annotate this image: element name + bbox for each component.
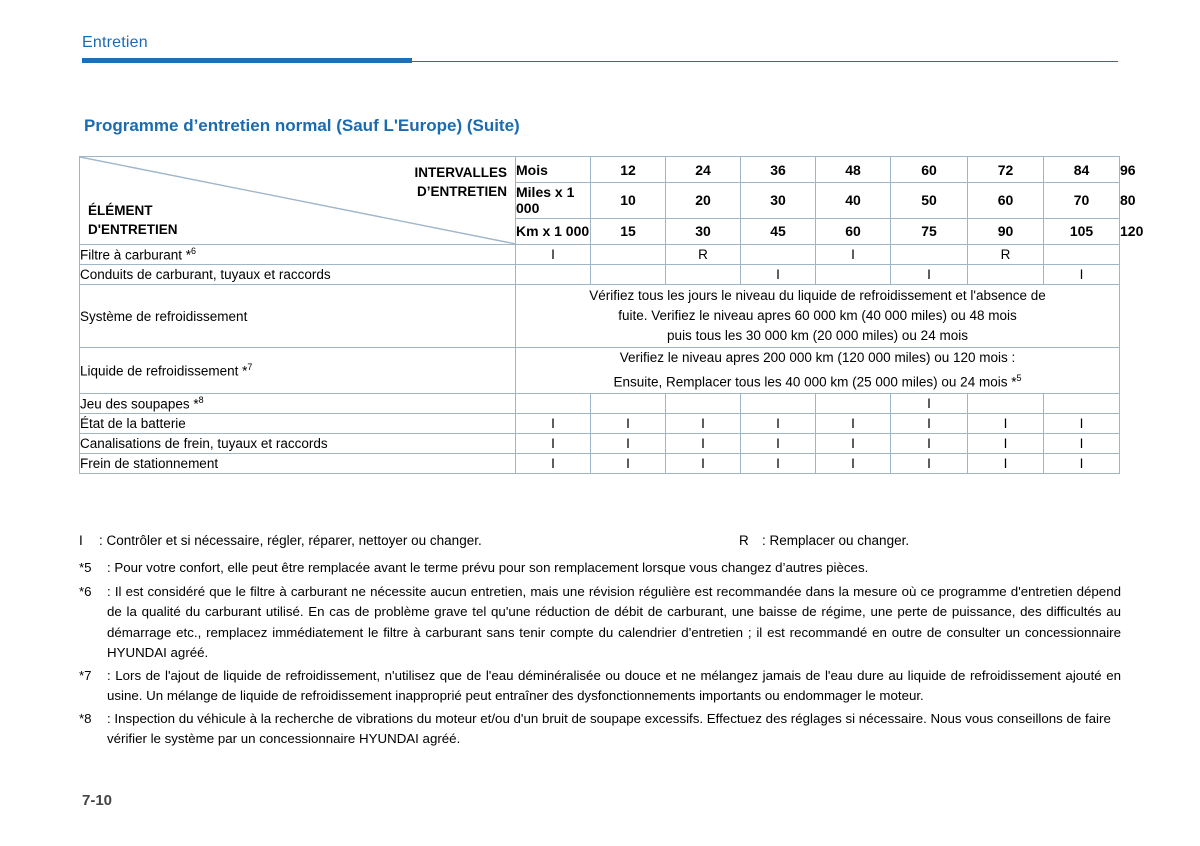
row-mark <box>968 393 1044 413</box>
page-number: 7-10 <box>82 792 113 809</box>
row-mark: I <box>816 413 891 433</box>
row-mark: I <box>816 433 891 453</box>
row-mark: I <box>891 453 968 473</box>
row-mark <box>516 265 591 285</box>
header-rule-thin <box>412 61 1118 62</box>
row-mark: I <box>666 413 741 433</box>
header-rule-thick <box>82 58 412 63</box>
header-value: 40 <box>816 183 891 219</box>
note-line: Ensuite, Remplacer tous les 40 000 km (25 000 miles) ou 24 mois *$^5$ <box>613 373 1022 390</box>
header-value: 24 <box>666 157 741 183</box>
row-mark <box>1044 245 1120 265</box>
corner-bottom-label: ÉLÉMENT D'ENTRETIEN <box>88 203 178 237</box>
header-value: 60 <box>968 183 1044 219</box>
row-mark: I <box>891 265 968 285</box>
header-value: 15 <box>591 218 666 244</box>
row-mark <box>968 265 1044 285</box>
header-value: 30 <box>666 218 741 244</box>
row-mark <box>516 393 591 413</box>
row-mark: I <box>666 453 741 473</box>
row-note <box>516 348 1120 394</box>
header-value: 90 <box>968 218 1044 244</box>
row-item-text: Frein de stationnement <box>80 455 219 471</box>
row-mark <box>891 245 968 265</box>
row-mark <box>591 393 666 413</box>
header-value: 10 <box>591 183 666 219</box>
table-header-row-miles: Miles x 1 000 10 20 30 40 50 60 70 80 <box>516 184 1136 217</box>
header-value: 75 <box>891 218 968 244</box>
table-row <box>80 265 1120 285</box>
row-mark <box>816 265 891 285</box>
table-corner-cell <box>80 157 516 245</box>
note-line: Vérifiez tous les jours le niveau du liquide de refroidissement et l'absence de <box>589 288 1046 303</box>
table-row <box>80 393 1120 413</box>
table-row <box>80 433 1120 453</box>
note-sup: 5 <box>1016 373 1022 383</box>
footnote-text: : Pour votre confort, elle peut être remplacée avant le terme prévu pour son remplacement lorsque vous changez d’autres pièces. <box>107 560 869 575</box>
header-value: 36 <box>741 157 816 183</box>
header-value: 30 <box>741 183 816 219</box>
footnote-marker: *6 <box>79 583 92 599</box>
table-row <box>80 348 1120 394</box>
row-mark: I <box>968 413 1044 433</box>
row-mark: R <box>666 245 741 265</box>
row-mark: I <box>968 433 1044 453</box>
row-mark: I <box>516 453 591 473</box>
row-mark <box>591 265 666 285</box>
row-mark: I <box>516 245 591 265</box>
note-line: puis tous les 30 000 km (20 000 miles) ou 24 mois <box>667 328 968 343</box>
header-label-mois: Mois <box>516 157 591 183</box>
maintenance-table-wrapper <box>79 156 1144 474</box>
row-mark: I <box>1044 265 1120 285</box>
row-mark: I <box>741 265 816 285</box>
row-mark: R <box>968 245 1044 265</box>
row-item-text: Système de refroidissement <box>80 308 248 324</box>
footnotes <box>79 558 1121 752</box>
footnote-marker: *8 <box>79 710 92 726</box>
legend-text-r: : Remplacer ou changer. <box>762 533 910 548</box>
row-item-text: Liquide de refroidissement * <box>80 363 248 379</box>
page-header <box>82 34 1118 63</box>
row-item-text: Conduits de carburant, tuyaux et raccords <box>80 267 331 282</box>
row-mark: I <box>816 453 891 473</box>
row-mark <box>666 393 741 413</box>
row-mark: I <box>741 433 816 453</box>
row-item-sup: 6 <box>191 246 197 257</box>
corner-top-label: INTERVALLES D’ENTRETIEN <box>414 165 507 199</box>
footnote-7 <box>79 666 1121 707</box>
row-mark: I <box>968 453 1044 473</box>
row-item-sup: 8 <box>198 394 204 405</box>
row-note <box>516 285 1120 348</box>
row-item-label <box>80 245 516 265</box>
table-header-row-km: Km x 1 000 15 30 45 60 75 90 105 120 <box>80 218 1120 244</box>
table-row <box>80 453 1120 473</box>
footnote-6 <box>79 582 1121 664</box>
footnote-text: : Lors de l'ajout de liquide de refroidissement, n'utilisez que de l'eau déminéralisée ou douce et ne mélangez jamais de l'eau dure au liquide de refroidissement ajouté en usine. Un mélange de liquide de refroidissement inapproprié peut entraîner des dysfonctionnements importants ou endommager le moteur. <box>107 667 1121 703</box>
row-mark: I <box>891 413 968 433</box>
header-value: 12 <box>591 157 666 183</box>
note-line: Verifiez le niveau apres 200 000 km (120 000 miles) ou 120 mois : <box>619 350 1016 365</box>
header-value: 50 <box>891 183 968 219</box>
header-value: 48 <box>816 157 891 183</box>
row-mark: I <box>816 245 891 265</box>
row-item-label <box>80 348 516 394</box>
header-label-miles: Miles x 1 000 <box>516 183 591 219</box>
row-item-text: Canalisations de frein, tuyaux et raccords <box>80 435 328 451</box>
note-line: fuite. Verifiez le niveau apres 60 000 km (40 000 miles) ou 48 mois <box>618 308 1017 323</box>
row-item-label <box>80 453 516 473</box>
row-item-sup: 7 <box>247 362 253 372</box>
section-title: Programme d’entretien normal (Sauf L'Europe) (Suite) <box>84 116 520 135</box>
row-item-text: Filtre à carburant * <box>80 247 192 263</box>
footnote-5 <box>79 558 1121 579</box>
legend-row <box>79 533 1119 555</box>
legend <box>79 533 1119 555</box>
maintenance-schedule-table <box>79 156 1144 474</box>
row-mark: I <box>666 433 741 453</box>
row-mark <box>741 393 816 413</box>
header-value: 70 <box>1044 183 1120 219</box>
footnote-marker: *7 <box>79 667 92 683</box>
footnote-text: : Il est considéré que le filtre à carburant ne nécessite aucun entretien, mais une révision régulière est recommandée dans la mesure où ce programme d'entretien dépend de la qualité du carburant utilisé. En cas de problème grave tel qu'une réduction de débit de carburant, une baisse de régime, une perte de puissance, des difficultés au démarrage etc., remplacez immédiatement le filtre à carburant sans tenir compte du calendrier d'entretien ; il est recommandé en outre de consulter un concessionnaire HYUNDAI agréé. <box>107 583 1121 660</box>
row-mark: I <box>891 393 968 413</box>
header-value: 45 <box>741 218 816 244</box>
row-mark: I <box>741 453 816 473</box>
row-mark: I <box>591 433 666 453</box>
header-value: 60 <box>816 218 891 244</box>
row-item-text: Jeu des soupapes * <box>80 396 199 412</box>
row-item-label <box>80 285 516 348</box>
table-row <box>80 285 1120 348</box>
row-mark <box>666 265 741 285</box>
row-mark: I <box>516 413 591 433</box>
footnote-8 <box>79 709 1121 750</box>
table-row <box>80 245 1120 265</box>
legend-text-i: : Contrôler et si nécessaire, régler, réparer, nettoyer ou changer. <box>99 533 482 548</box>
header-value: 72 <box>968 157 1044 183</box>
chapter-title: Entretien <box>82 34 148 51</box>
row-mark <box>816 393 891 413</box>
table-row <box>80 413 1120 433</box>
row-item-label <box>80 433 516 453</box>
row-mark: I <box>516 433 591 453</box>
footnote-text: : Inspection du véhicule à la recherche de vibrations du moteur et/ou d'un bruit de soupape excessifs. Effectuez des réglages si nécessaire. Nous vous conseillons de faire vérifier le système par un concessionnaire HYUNDAI agréé. <box>107 710 1111 746</box>
row-mark: I <box>591 453 666 473</box>
row-mark: I <box>741 413 816 433</box>
table-header-row-mois: INTERVALLES D’ENTRETIEN ÉLÉMENT D'ENTRETIEN Mois 12 24 36 48 60 72 84 96 <box>80 157 1120 183</box>
row-mark: I <box>891 433 968 453</box>
row-mark <box>741 245 816 265</box>
header-value: 60 <box>891 157 968 183</box>
row-mark: I <box>1044 453 1120 473</box>
row-mark: I <box>1044 433 1120 453</box>
header-rule <box>82 58 1118 63</box>
row-mark: I <box>591 413 666 433</box>
row-mark: I <box>1044 413 1120 433</box>
legend-symbol-r: R <box>739 533 749 548</box>
row-item-label <box>80 413 516 433</box>
footnote-marker: *5 <box>79 560 92 575</box>
header-value: 84 <box>1044 157 1120 183</box>
row-item-text: État de la batterie <box>80 415 186 431</box>
legend-symbol-i: I <box>79 533 83 548</box>
row-mark <box>1044 393 1120 413</box>
header-value: 105 <box>1044 218 1120 244</box>
row-item-label <box>80 393 516 413</box>
row-mark <box>591 245 666 265</box>
header-value: 20 <box>666 183 741 219</box>
row-item-label <box>80 265 516 285</box>
header-label-km: Km x 1 000 <box>516 218 591 244</box>
